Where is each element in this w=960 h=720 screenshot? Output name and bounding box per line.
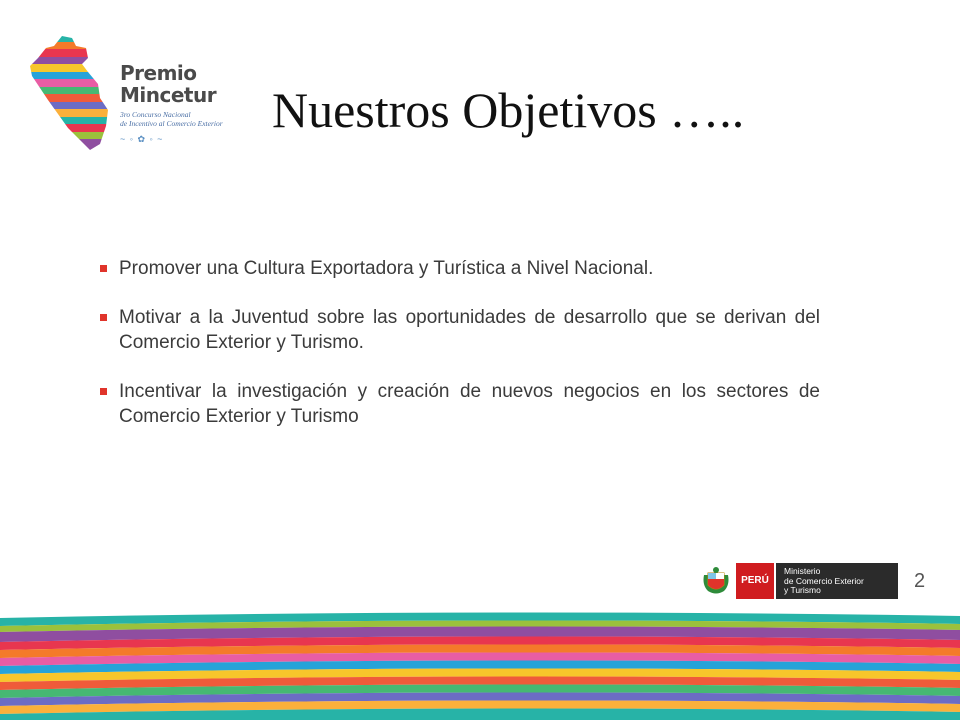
ministry-label — [776, 563, 898, 599]
ministry-line3: y Turismo — [784, 585, 821, 595]
bullet-square-icon — [100, 265, 107, 272]
decorative-stripes — [0, 608, 960, 720]
logo-tagline — [120, 110, 250, 128]
list-item-text: Incentivar la investigación y creación de nuevos negocios en los sectores de Comercio Exterior y Turismo — [119, 381, 820, 427]
list-item-text: Motivar a la Juventud sobre las oportunidades de desarrollo que se derivan del Comercio Exterior y Turismo. — [119, 307, 820, 353]
ministry-line1: Ministerio — [784, 566, 821, 576]
ministry-line2: de Comercio Exterior — [784, 575, 864, 586]
peru-coat-of-arms-icon — [700, 565, 732, 597]
ministry-branding — [700, 563, 898, 599]
list-item — [100, 305, 820, 355]
bullet-square-icon — [100, 314, 107, 321]
list-item — [100, 256, 820, 281]
peru-label: PERÚ — [736, 563, 774, 599]
logo-tagline-line2: de Incentivo al Comercio Exterior — [120, 119, 223, 128]
page-number: 2 — [914, 570, 926, 592]
list-item — [100, 379, 820, 429]
premio-mincetur-logo — [28, 34, 248, 152]
peru-map-logo-icon — [28, 34, 113, 152]
logo-name-line2: Mincetur — [120, 83, 217, 107]
logo-name-line1: Premio — [120, 61, 197, 85]
slide-title: Nuestros Objetivos ….. — [272, 82, 745, 138]
objectives-list — [100, 256, 820, 453]
bullet-square-icon — [100, 388, 107, 395]
list-item-text: Promover una Cultura Exportadora y Turística a Nivel Nacional. — [119, 258, 654, 279]
logo-wordmark — [120, 62, 216, 106]
logo-ornament: ~ ◦ ✿ ◦ ~ — [120, 134, 164, 144]
logo-tagline-line1: 3ro Concurso Nacional — [120, 110, 191, 119]
